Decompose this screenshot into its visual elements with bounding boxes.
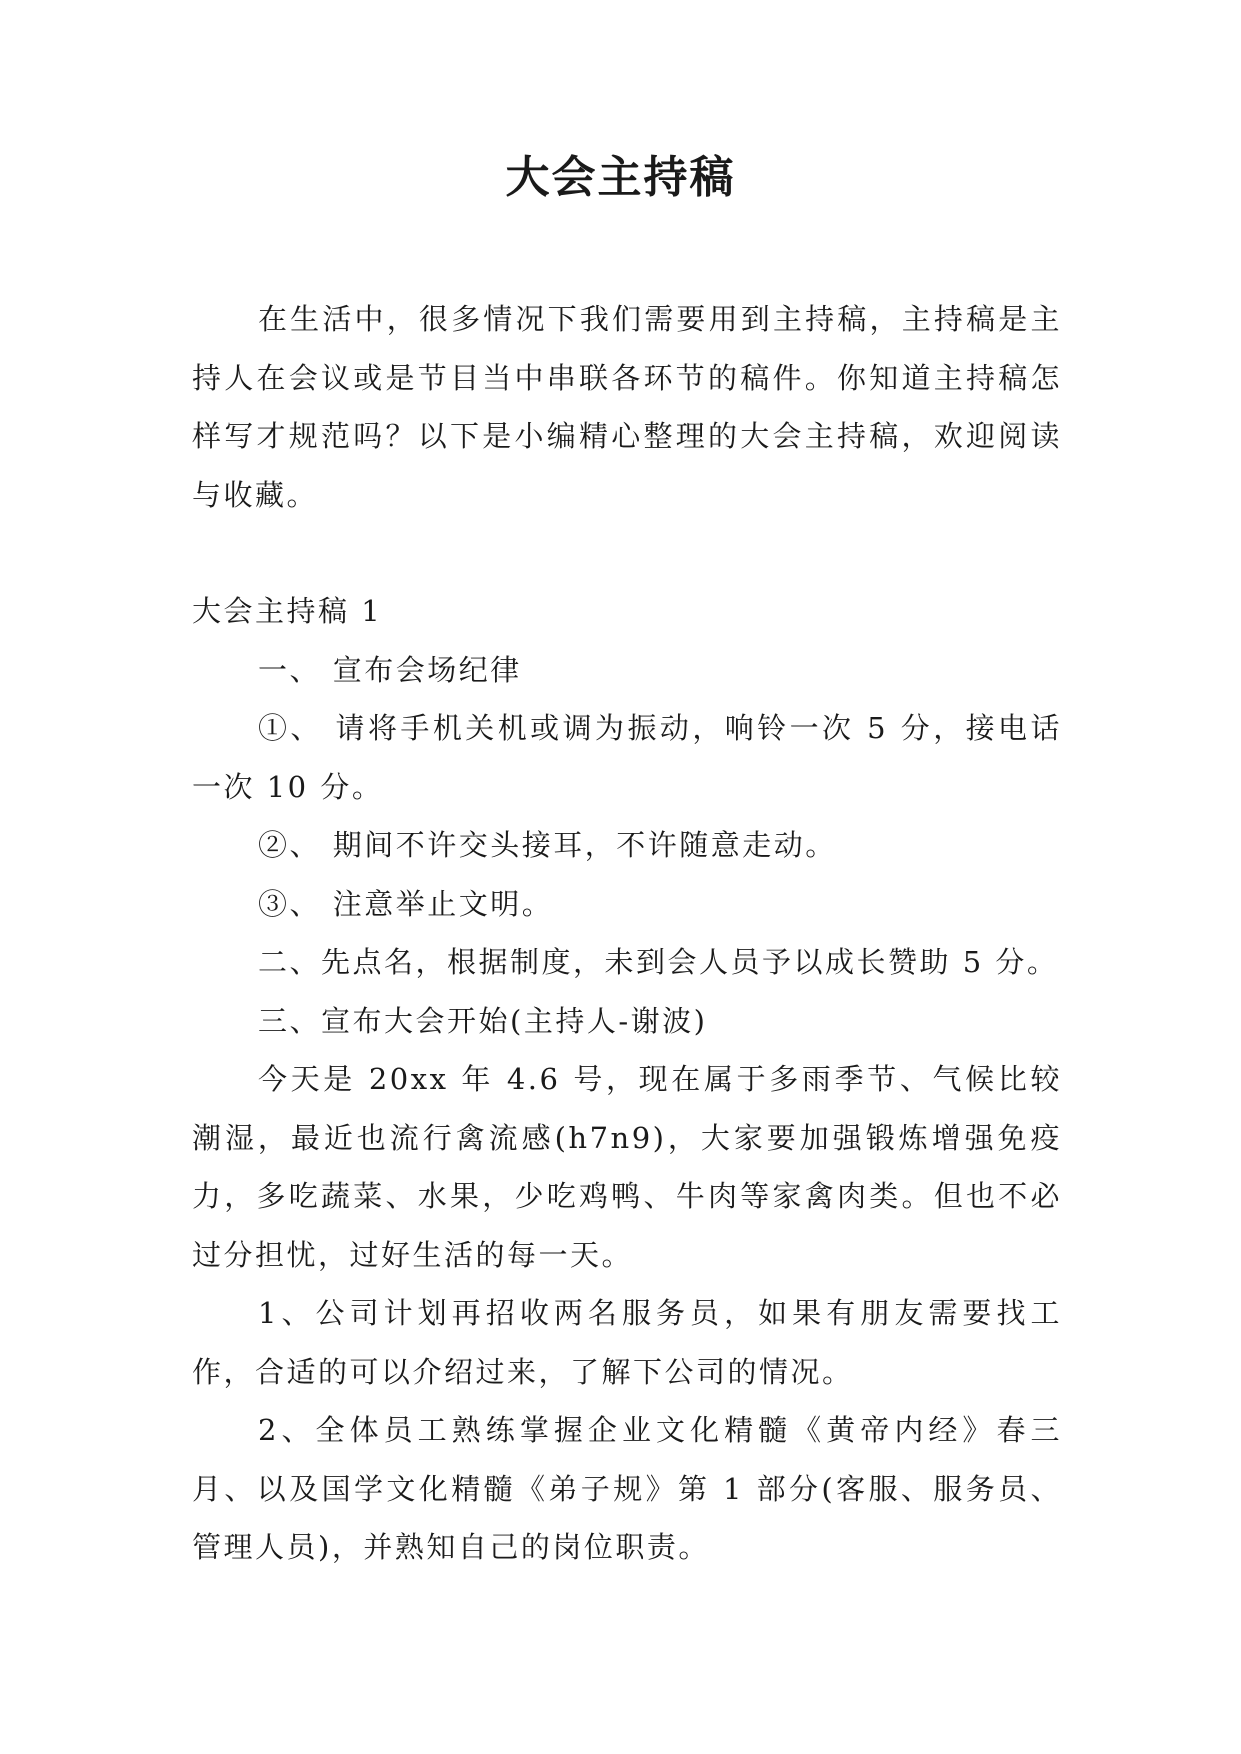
paragraph-rule-manners: ③、 注意举止文明。: [258, 886, 554, 921]
paragraph-rule-phone: ①、 请将手机关机或调为振动，响铃一次 5 分，接电话一次 10 分。: [192, 711, 1062, 804]
document-body: [192, 290, 1062, 1577]
paragraph-roll-call: 二、先点名，根据制度，未到会人员予以成长赞助 5 分。: [258, 945, 1059, 979]
paragraph-item-1: 1、公司计划再招收两名服务员，如果有朋友需要找工作，合适的可以介绍过来，了解下公司的情况。: [192, 1296, 1062, 1389]
paragraph-meeting-discipline: 一、 宣布会场纪律: [258, 652, 522, 687]
paragraph-item-2: 2、全体员工熟练掌握企业文化精髓《黄帝内经》春三月、以及国学文化精髓《弟子规》第 1 部分(客服、服务员、管理人员)，并熟知自己的岗位职责。: [192, 1413, 1062, 1564]
intro-paragraph: 在生活中，很多情况下我们需要用到主持稿，主持稿是主持人在会议或是节目当中串联各环节的稿件。你知道主持稿怎样写才规范吗？以下是小编精心整理的大会主持稿，欢迎阅读与收藏。: [192, 302, 1062, 512]
document-title: 大会主持稿: [505, 152, 736, 203]
paragraph-meeting-start: 三、宣布大会开始(主持人-谢波): [258, 1003, 708, 1038]
section-heading: 大会主持稿 1: [192, 594, 383, 628]
paragraph-rule-talking: ②、 期间不许交头接耳，不许随意走动。: [258, 828, 837, 862]
paragraph-today: 今天是 20xx 年 4.6 号，现在属于多雨季节、气候比较潮湿，最近也流行禽流感(h7n9)，大家要加强锻炼增强免疫力，多吃蔬菜、水果，少吃鸡鸭、牛肉等家禽肉类。但也不必过分担忧，过好生活的每一天。: [192, 1062, 1062, 1272]
